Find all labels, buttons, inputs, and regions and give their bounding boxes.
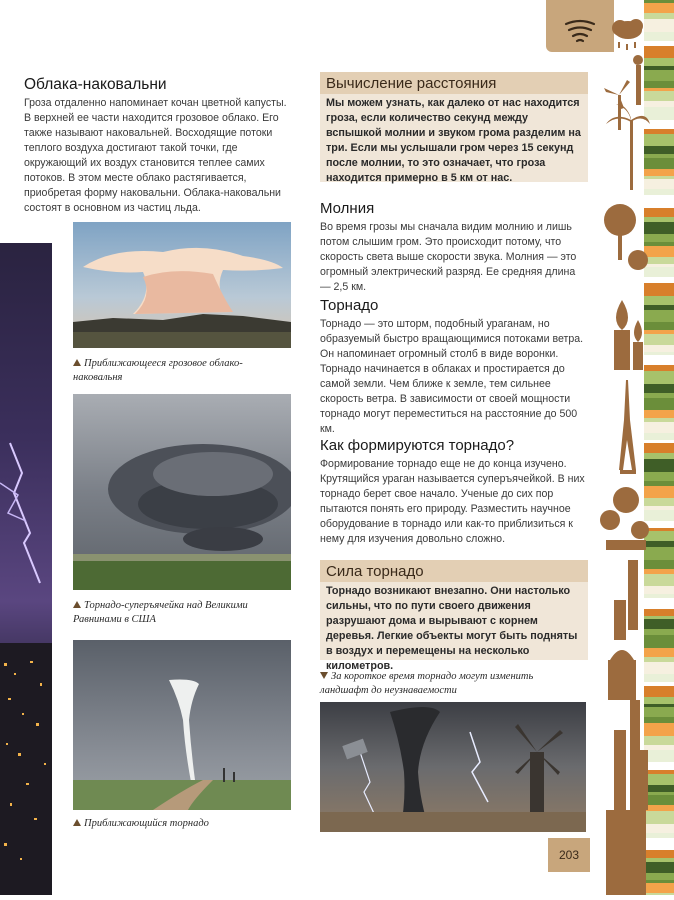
- supercell-photo: [73, 394, 291, 590]
- anvil-clouds-text: Гроза отдаленно напоминает кочан цветной капусты. В верхней ее части находится грозовое облако. Его также называют наковальней. Восходящие потоки теплого воздуха достигают такой точки, где окружающий их воздух становится теплее самих потоков. В этом месте облако растягивается, приобретая форму наковальни. Облака-наковальни состоят в основном из частиц льда.: [24, 97, 287, 214]
- page-number: 203: [548, 838, 590, 872]
- tornado-power-box: [320, 560, 588, 672]
- heading-anvil-clouds: Облака-наковальни: [24, 76, 167, 93]
- triangle-up-icon: [73, 601, 81, 608]
- caption-anvil-cloud: Приближающееся грозовое облако-наковальня: [73, 358, 243, 383]
- tornado-destruction-photo: [320, 702, 586, 832]
- caption-landscape: За короткое время торнадо могут изменить ландшафт до неузнаваемости: [320, 671, 534, 696]
- heading-lightning: Молния: [320, 200, 375, 217]
- tornado-power-text: Торнадо возникают внезапно. Они настолько сильны, что по пути своего движения разрушают дома и вырывают с корнем деревья. Легкие объекты могут быть подняты в воздух и перемещены на несколько километров.: [326, 585, 578, 672]
- triangle-up-icon: [73, 819, 81, 826]
- landmark-silhouettes: [600, 0, 650, 895]
- heading-tornado-formation: Как формируются торнадо?: [320, 437, 515, 454]
- distance-calc-box: [320, 72, 588, 182]
- city-lightning-photo: [0, 243, 52, 895]
- heading-tornado: Торнадо: [320, 297, 379, 314]
- triangle-up-icon: [73, 359, 81, 366]
- distance-calc-text: Мы можем узнать, как далеко от нас находится гроза, если количество секунд между вспышкой молнии и звуком грома разделим на три. Если мы услышали гром через 15 секунд после молнии, то это означает, что гроза находится примерно в 5 км от нас.: [326, 97, 581, 184]
- tornado-formation-text: Формирование торнадо еще не до конца изучено. Крутящийся ураган называется суперъячейкой. В них торнадо берет свое начало. Ученые до сих пор пытаются понять его природу. Разместить научное оборудование в торнадо или как-то приблизиться к нему для изучения довольно сложно.: [320, 458, 585, 545]
- anvil-cloud-photo: [73, 222, 291, 348]
- triangle-down-icon: [320, 672, 328, 679]
- distance-calc-title: Вычисление расстояния: [320, 72, 588, 94]
- caption-tornado: Приближающийся торнадо: [73, 817, 273, 831]
- tornado-power-title: Сила торнадо: [320, 560, 588, 582]
- lightning-text: Во время грозы мы сначала видим молнию и лишь потом слышим гром. Это происходит потому, что скорость света выше скорости звука. Молния — это огромный электрический разряд. Ее средняя длина — 2,5 км.: [320, 221, 577, 293]
- caption-supercell: Торнадо-суперъячейка над Великими Равнинами в США: [73, 600, 248, 625]
- tornado-photo: [73, 640, 291, 810]
- tornado-text: Торнадо — это шторм, подобный ураганам, но образуемый быстро вращающимися потоками ветра. Он напоминает огромный столб в виде воронки. Торнадо начинается в облаках и простирается до самой земли. Чем ближе к земле, тем сильнее скорость ветра. В зависимости от своей мощности торнадо могут переместиться на расстояние до 500 км.: [320, 318, 584, 435]
